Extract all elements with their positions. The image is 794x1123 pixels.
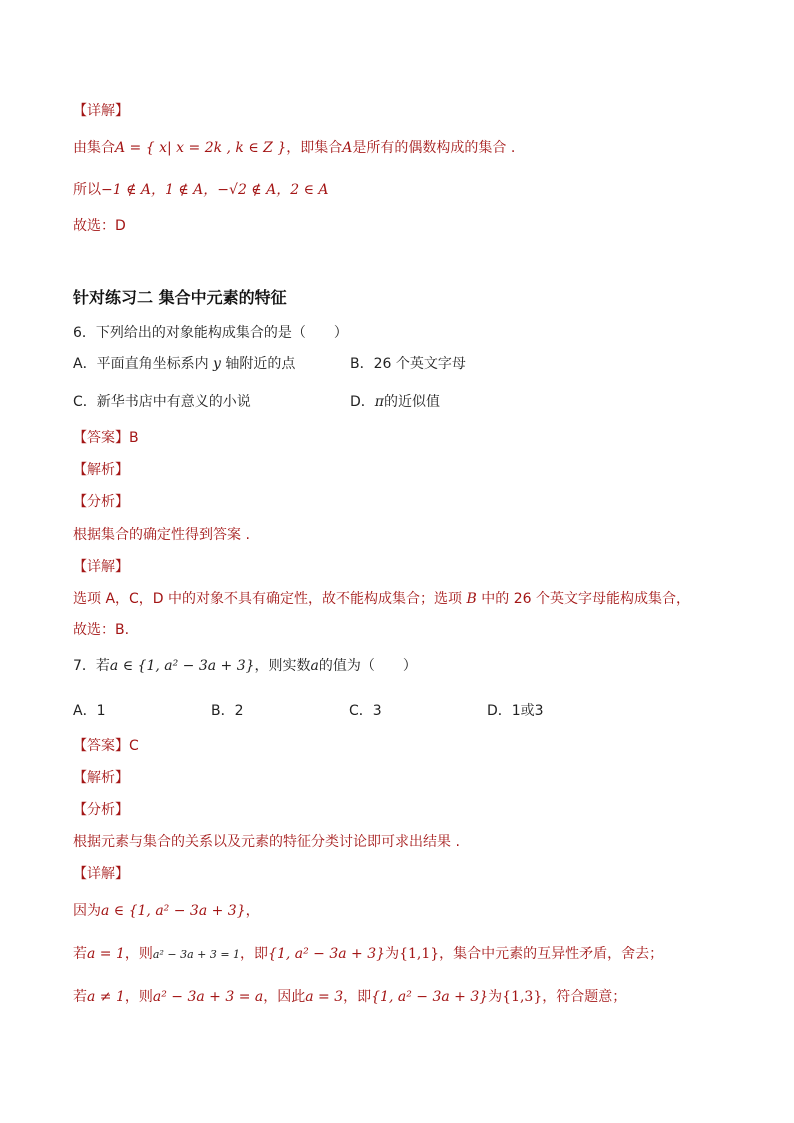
text: 为	[385, 946, 400, 962]
text: ，即	[343, 989, 372, 1005]
question-7-fenxi-text: 根据元素与集合的关系以及元素的特征分类讨论即可求出结果 .	[73, 834, 460, 850]
question-7-detail-line-1	[73, 901, 260, 921]
text: A．平面直角坐标系内	[73, 356, 209, 372]
math-expression: a = 3	[305, 989, 344, 1005]
question-6-option-d	[350, 392, 440, 412]
math-expression: {1, a² − 3a + 3}	[371, 989, 489, 1005]
conclusion-line: 故选：D	[73, 218, 126, 234]
math-expression: a ∈ {1, a² − 3a + 3}	[101, 903, 246, 919]
text: 7．若	[73, 658, 110, 674]
text: 的值为（ ）	[318, 658, 417, 674]
text: ，则	[124, 989, 153, 1005]
text: 由集合	[73, 140, 115, 156]
math-expression: a² − 3a + 3 = 1	[152, 948, 241, 961]
question-6-option-a	[73, 354, 295, 374]
question-6-analysis-label: 【解析】	[73, 462, 129, 478]
question-7-detail-line-2	[73, 944, 663, 965]
math-expression: −1 ∉ A，1 ∉ A，−√2 ∉ A，2 ∈ A	[101, 182, 329, 198]
question-6-conclusion: 故选：B.	[73, 622, 130, 638]
text: ，则	[124, 946, 153, 962]
math-expression: a ≠ 1	[87, 989, 125, 1005]
question-7-option-c: C．3	[349, 703, 382, 719]
math-expression: {1,1}	[399, 946, 440, 962]
text: 若	[73, 946, 87, 962]
text: ，则实数	[254, 658, 311, 674]
math-variable: a	[310, 658, 319, 674]
question-6-option-b: B．26 个英文字母	[350, 356, 466, 372]
question-7-option-b: B．2	[211, 703, 244, 719]
question-7-analysis-label: 【解析】	[73, 770, 129, 786]
question-7-fenxi-label: 【分析】	[73, 802, 129, 818]
text: ，集合中元素的互异性矛盾，舍去；	[439, 946, 664, 962]
math-expression: {1, a² − 3a + 3}	[268, 946, 386, 962]
text: 轴附近的点	[225, 356, 296, 372]
question-7-option-d: D．1或3	[487, 703, 544, 719]
text: 为	[488, 989, 503, 1005]
text: 中的 26 个英文字母能构成集合，	[481, 591, 690, 607]
question-7-detail-line-3	[73, 987, 626, 1007]
text: 所以	[73, 182, 101, 198]
question-6-fenxi-label: 【分析】	[73, 494, 129, 510]
text: 选项 A，C，D 中的对象不具有确定性，故不能构成集合；选项	[73, 591, 463, 607]
question-6-option-c: C．新华书店中有意义的小说	[73, 394, 251, 410]
section-title: 针对练习二 集合中元素的特征	[73, 288, 287, 307]
question-6-fenxi-text: 根据集合的确定性得到答案 .	[73, 527, 250, 543]
text: 是所有的偶数构成的集合 .	[352, 140, 516, 156]
math-variable: y	[213, 356, 221, 372]
math-expression: a² − 3a + 3 = a	[152, 989, 264, 1005]
question-7-stem	[73, 656, 417, 676]
math-variable: B	[466, 591, 477, 607]
math-expression: {1,3}	[502, 989, 543, 1005]
math-expression: A = { x| x = 2k , k ∈ Z }	[115, 140, 287, 156]
text: D．	[350, 394, 375, 410]
question-6-answer: 【答案】B	[73, 430, 139, 446]
math-variable: π	[374, 394, 384, 410]
text: ，符合题意；	[542, 989, 627, 1005]
math-expression: a ∈ {1, a² − 3a + 3}	[109, 658, 255, 674]
detail-label: 【详解】	[73, 103, 129, 119]
math-expression: a = 1	[87, 946, 125, 962]
question-6-detail-text	[73, 589, 690, 609]
text: ，	[245, 903, 260, 919]
text: 因为	[73, 903, 101, 919]
text: 若	[73, 989, 87, 1005]
math-variable: A	[342, 140, 353, 156]
text: ，因此	[263, 989, 306, 1005]
question-7-detail-label: 【详解】	[73, 866, 129, 882]
question-6-stem: 6．下列给出的对象能构成集合的是（ ）	[73, 325, 348, 341]
text: ，即	[240, 946, 269, 962]
question-7-option-a: A．1	[73, 703, 106, 719]
membership-line	[73, 180, 329, 200]
set-definition-line	[73, 138, 515, 158]
question-6-detail-label: 【详解】	[73, 559, 129, 575]
text: ，即集合	[286, 140, 343, 156]
question-7-answer: 【答案】C	[73, 738, 139, 754]
text: 的近似值	[383, 394, 440, 410]
